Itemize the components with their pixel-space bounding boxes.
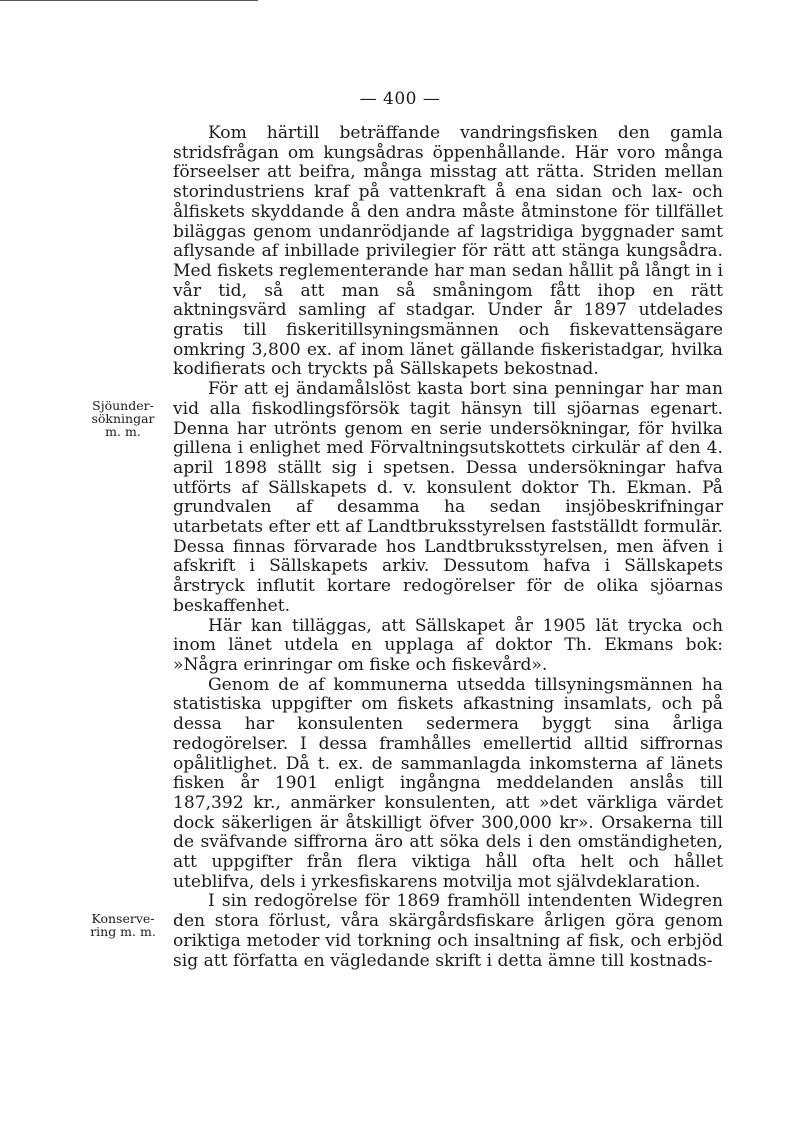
- margin-note-konservering: [84, 912, 162, 938]
- paragraph-statistik: Genom de af kommunerna utsedda tillsyningsmännen ha statistiska uppgifter om fiskets afkastning insamlats, och på dessa har konsulenten sedermera byggt sina årliga redogörelser. I dessa framhålles emellertid alltid siffrornas opålitlighet. Då t. ex. de sammanlagda inkomsterna af länets fisken år 1901 enligt ingångna meddelanden anslås till 187,392 kr., anmärker konsulenten, att »det värkliga värdet dock säkerligen är åtskilligt öfver 300,000 kr». Orsakerna till de sväfvande siffrorna äro att söka dels i den omständigheten, att uppgifter från flera viktiga håll ofta helt och hållet uteblifva, dels i yrkesfiskarens motvilja mot självdeklaration.: [173, 674, 723, 892]
- margin-note-line: ring m. m.: [90, 924, 156, 939]
- margin-note-line: m. m.: [105, 424, 141, 439]
- margin-note-line: sökningar: [91, 411, 155, 426]
- margin-note-sjoundersokningar: [84, 399, 162, 438]
- margin-note-line: Sjöunder-: [92, 398, 154, 413]
- page-number: — 400 —: [359, 89, 441, 109]
- paragraph-konservering: I sin redogörelse för 1869 framhöll intendenten Widegren den stora förlust, våra skärgårdsfiskare årligen göra genom oriktiga metoder vid torkning och insaltning af fisk, och erbjöd sig att författa en vägledande skrift i detta ämne till kostnads-: [173, 891, 723, 971]
- body-text: [173, 124, 723, 971]
- paragraph-vandringsfisk: Kom härtill beträffande vandringsfisken den gamla stridsfrågan om kungsådras öppenhållande. Här voro många förseelser att beifra, många misstag att rätta. Striden mellan storindustriens kraf på vattenkraft å ena sidan och lax- och ålfiskets skyddande å den andra måste åtminstone för tillfället biläggas genom undanrödjande af lagstridiga byggnader samt aflysande af inbillade privilegier för rätt att stänga kungsådra. Med fiskets reglementerande har man sedan hållit på långt in i vår tid, så att man så småningom fått ihop en rätt aktningsvärd samling af stadgar. Under år 1897 utdelades gratis till fiskeritillsyningsmännen och fiskevattensägare omkring 3,800 ex. af inom länet gällande fiskeristadgar, hvilka kodifierats och tryckts på Sällskapets bekostnad.: [173, 123, 723, 380]
- margin-note-line: Konserve-: [91, 911, 155, 926]
- paragraph-ekmans-bok: Här kan tilläggas, att Sällskapet år 1905 lät trycka och inom länet utdela en upplaga af doktor Th. Ekmans bok: »Några erinringar om fiske och fiskevård».: [173, 615, 723, 675]
- paragraph-sjoundersokningar: För att ej ändamålslöst kasta bort sina penningar har man vid alla fiskodlingsförsök tagit hänsyn till sjöarnas egenart. Denna har utrönts genom en serie undersökningar, för hvilka gillena i enlighet med Förvaltningsutskottets cirkulär af den 4. april 1898 ställt sig i spetsen. Dessa undersökningar hafva utförts af Sällskapets d. v. konsulent doktor Th. Ekman. På grundvalen af desamma ha sedan insjöbeskrifningar utarbetats efter ett af Landtbruksstyrelsen fastställdt formulär. Dessa finnas förvarade hos Landtbruksstyrelsen, men äfven i afskrift i Sällskapets arkiv. Dessutom hafva i Sällskapets årstryck influtit kortare redogörelser för de olika sjöarnas beskaffenhet.: [173, 379, 723, 616]
- top-rule: [0, 0, 258, 1]
